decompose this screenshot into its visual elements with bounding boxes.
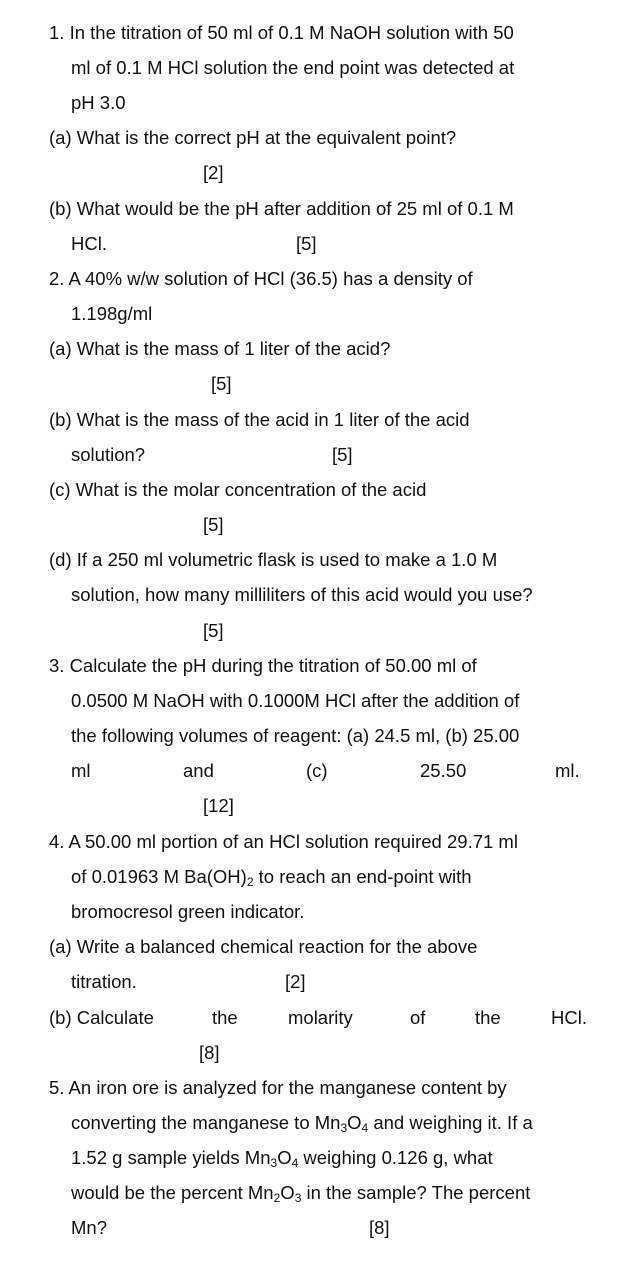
q3-line1: 3. Calculate the pH during the titration of 50.00 ml of (49, 655, 477, 676)
q2a (0, 334, 617, 364)
q3-word-ml-end: ml. (555, 760, 580, 781)
q2b-marks: [5] (332, 444, 353, 465)
q3-word-ml: ml (71, 760, 91, 781)
q2c-marks: [5] (203, 514, 224, 535)
q5-line3: 1.52 g sample yields $Mn_3O_4$ weighing 0.126 g, what (71, 1147, 493, 1170)
q1-line1: 1. In the titration of 50 ml of 0.1 M NaOH solution with 50 (49, 22, 514, 43)
q1-line3: pH 3.0 (71, 92, 126, 113)
q4-stem (0, 827, 617, 857)
q2b-line1: (b) What is the mass of the acid in 1 liter of the acid (49, 409, 470, 430)
q1a-text: (a) What is the correct pH at the equivalent point? (49, 127, 457, 148)
q4b-marks: [8] (199, 1042, 220, 1063)
q4a (0, 932, 617, 962)
q2a-marks: [5] (211, 373, 232, 394)
q4b-word-5: the (475, 1007, 501, 1028)
q1-stem (0, 18, 617, 48)
q2-line2: 1.198g/ml (71, 303, 153, 324)
q4a-line1: (a) Write a balanced chemical reaction for the above (49, 936, 478, 957)
q5-line5: Mn? (71, 1217, 107, 1238)
q1-line2: ml of 0.1 M HCl solution the end point was detected at (71, 57, 515, 78)
q5-line4: would be the percent $Mn_2O_3$ in the sample? The percent (71, 1182, 531, 1205)
q2-stem (0, 264, 617, 294)
q3-word-and: and (183, 760, 214, 781)
q2c-text: (c) What is the molar concentration of the acid (49, 479, 427, 500)
q5-line2: converting the manganese to $Mn_3O_4$ and weighing it. If a (71, 1112, 533, 1135)
q2d-marks: [5] (203, 620, 224, 641)
q1b-line1: (b) What would be the pH after addition of 25 ml of 0.1 M (49, 198, 514, 219)
q4b (0, 1003, 617, 1033)
q1a-marks: [2] (203, 162, 224, 183)
q4-line1: 4. A 50.00 ml portion of an HCl solution required 29.71 ml (49, 831, 518, 852)
q1b (0, 194, 617, 224)
q4b-word-2: the (212, 1007, 238, 1028)
q3-word-value: 25.50 (420, 760, 467, 781)
q4b-word-4: of (410, 1007, 426, 1028)
q4-line2: of 0.01963 M $Ba(OH)_2$ to reach an end-point with (71, 866, 472, 889)
q3-line3: the following volumes of reagent: (a) 24.5 ml, (b) 25.00 (71, 725, 520, 746)
q1b-marks: [5] (296, 233, 317, 254)
q2d (0, 545, 617, 575)
q2c (0, 475, 617, 505)
q1b-line2: HCl. (71, 233, 107, 254)
q1a (0, 123, 617, 153)
q2d-line1: (d) If a 250 ml volumetric flask is used to make a 1.0 M (49, 549, 498, 570)
q3-marks: [12] (203, 795, 234, 816)
q4a-marks: [2] (285, 971, 306, 992)
q2b-line2: solution? (71, 444, 146, 465)
q5-line1: 5. An iron ore is analyzed for the manganese content by (49, 1077, 507, 1098)
q4b-word-3: molarity (288, 1007, 353, 1028)
q4a-line2: titration. (71, 971, 137, 992)
q5-stem (0, 1073, 617, 1103)
q4b-word-6: HCl. (551, 1007, 587, 1028)
q5-marks: [8] (369, 1217, 390, 1238)
q3-word-c: (c) (306, 760, 328, 781)
q4b-word-1: (b) Calculate (49, 1007, 154, 1028)
q2a-text: (a) What is the mass of 1 liter of the acid? (49, 338, 391, 359)
q4-line3: bromocresol green indicator. (71, 901, 305, 922)
q2-line1: 2. A 40% w/w solution of HCl (36.5) has a density of (49, 268, 473, 289)
q3-line2: 0.0500 M NaOH with 0.1000M HCl after the addition of (71, 690, 520, 711)
q2b (0, 405, 617, 435)
q2d-line2: solution, how many milliliters of this acid would you use? (71, 584, 533, 605)
q3-stem (0, 651, 617, 681)
